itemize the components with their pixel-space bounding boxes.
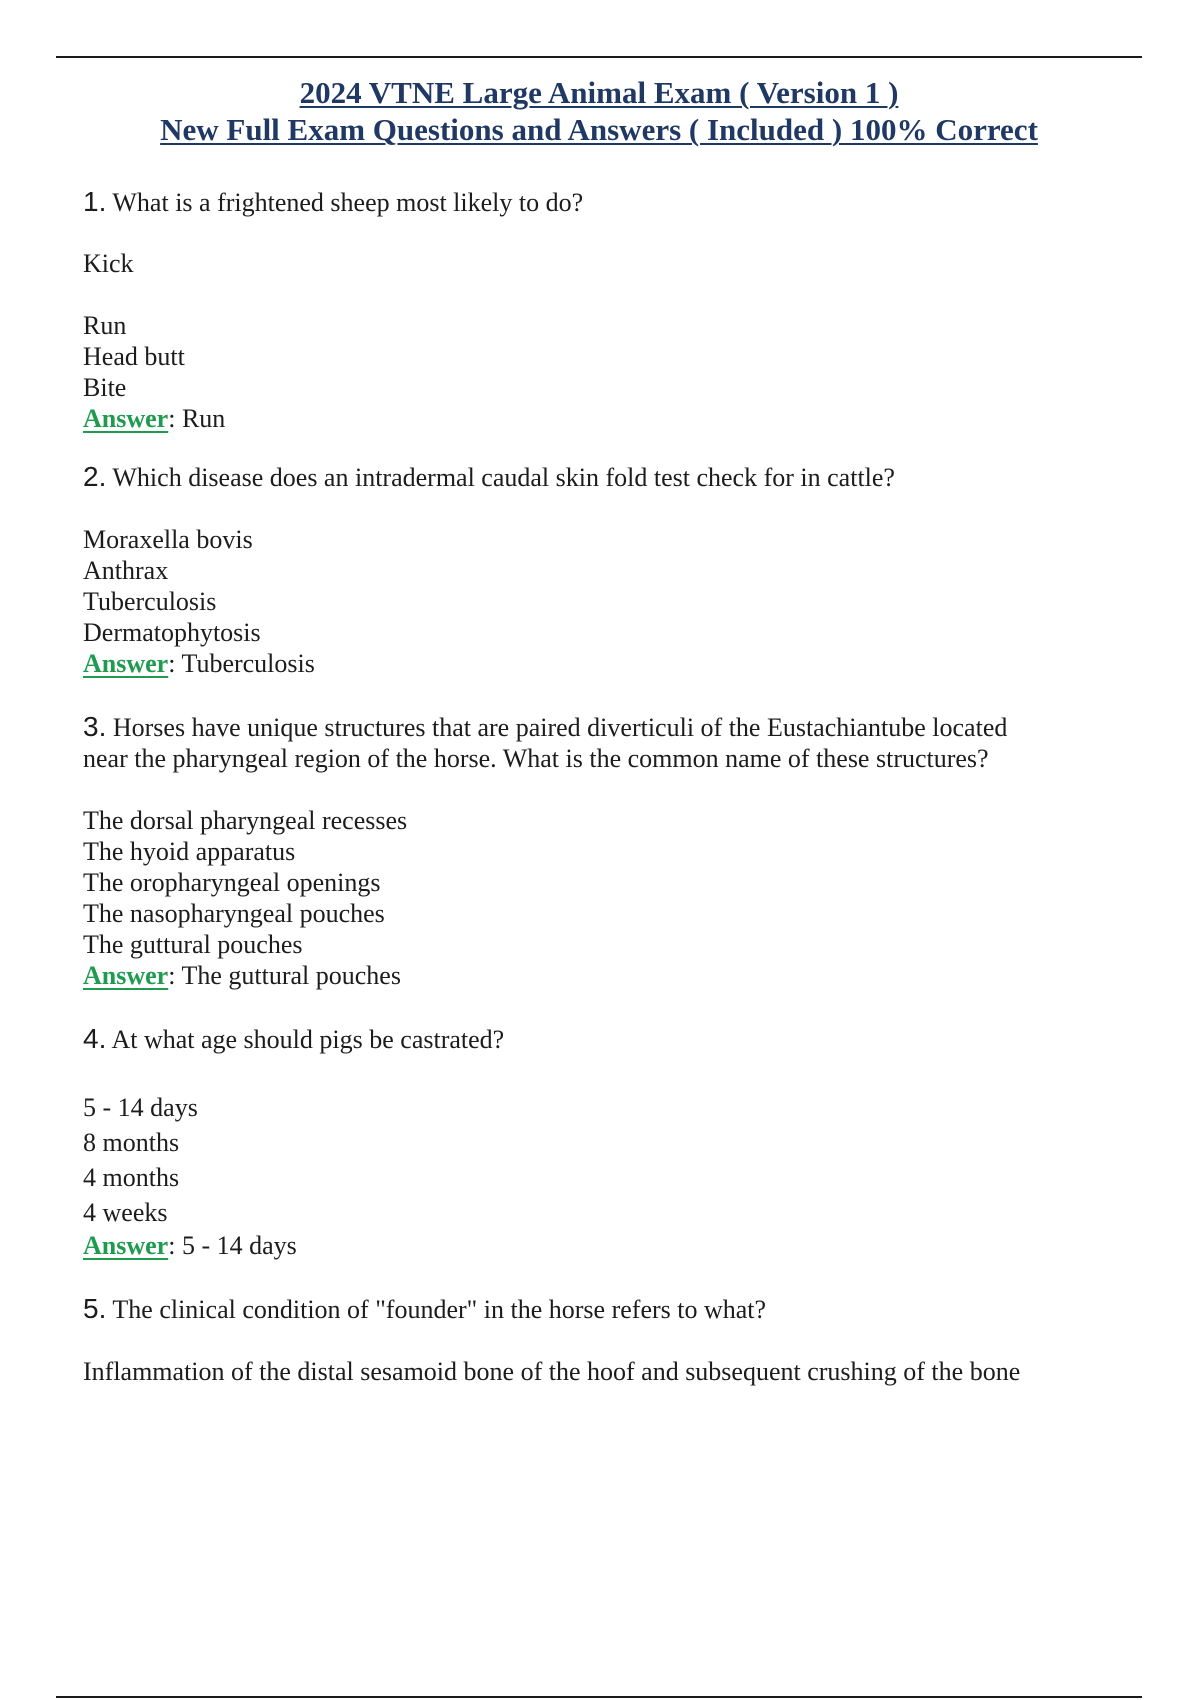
option-item: Run xyxy=(83,311,127,340)
option-item: Head butt xyxy=(83,342,185,371)
question-number: 4. xyxy=(83,1023,107,1054)
option-list xyxy=(83,1090,1053,1230)
option-item: Kick xyxy=(83,249,134,278)
answer-line xyxy=(83,648,1053,679)
option-item: Moraxella bovis xyxy=(83,525,253,554)
answer-value: : 5 - 14 days xyxy=(168,1231,297,1260)
question-block-4 xyxy=(83,1023,1053,1261)
option-item: Inflammation of the distal sesamoid bone of the hoof and subsequent crushing of the bone xyxy=(83,1357,1021,1386)
option-list xyxy=(83,524,1053,648)
option-item: The oropharyngeal openings xyxy=(83,868,381,897)
title-line-2: New Full Exam Questions and Answers ( Included ) 100% Correct xyxy=(160,112,1038,147)
question-prompt: Which disease does an intradermal caudal skin fold test check for in cattle? xyxy=(112,463,895,492)
question-text xyxy=(83,1023,1053,1055)
question-block-3 xyxy=(83,711,1053,991)
question-number: 1. xyxy=(83,186,107,217)
question-number: 5. xyxy=(83,1293,107,1324)
answer-label: Answer xyxy=(83,1231,169,1260)
option-item: The guttural pouches xyxy=(83,930,303,959)
answer-label: Answer xyxy=(83,404,169,433)
option-item: 8 months xyxy=(83,1128,180,1157)
question-block-2 xyxy=(83,461,1053,679)
question-prompt: At what age should pigs be castrated? xyxy=(111,1025,505,1054)
answer-value: : Tuberculosis xyxy=(168,649,315,678)
question-block-1 xyxy=(83,186,1053,434)
answer-value: : Run xyxy=(168,404,226,433)
option-item: Dermatophytosis xyxy=(83,618,261,647)
question-text xyxy=(83,1293,1053,1325)
answer-label: Answer xyxy=(83,649,169,678)
option-item: Anthrax xyxy=(83,556,169,585)
option-item: Bite xyxy=(83,373,127,402)
answer-label: Answer xyxy=(83,961,169,990)
question-text xyxy=(83,186,1053,218)
document-title xyxy=(56,74,1142,148)
answer-value: : The guttural pouches xyxy=(168,961,401,990)
option-item: The dorsal pharyngeal recesses xyxy=(83,806,408,835)
question-number: 3. xyxy=(83,711,107,742)
option-item: The hyoid apparatus xyxy=(83,837,296,866)
top-rule xyxy=(56,56,1142,58)
option-item: 4 weeks xyxy=(83,1198,168,1227)
option-list xyxy=(83,1356,1053,1387)
question-number: 2. xyxy=(83,461,107,492)
question-text xyxy=(83,461,1053,493)
title-line-1: 2024 VTNE Large Animal Exam ( Version 1 ) xyxy=(299,75,899,110)
bottom-rule xyxy=(56,1696,1142,1698)
option-item: Tuberculosis xyxy=(83,587,217,616)
answer-line xyxy=(83,403,1053,434)
answer-line xyxy=(83,960,1053,991)
question-text xyxy=(83,711,1053,774)
option-list xyxy=(83,805,1053,960)
question-prompt: Horses have unique structures that are paired diverticuli of the Eustachiantube located near the pharyngeal region of the horse. What is the common name of these structures? xyxy=(83,713,1008,773)
option-list xyxy=(83,248,1053,403)
questions-list xyxy=(83,186,1053,1387)
question-prompt: What is a frightened sheep most likely to do? xyxy=(112,188,584,217)
option-item: 5 - 14 days xyxy=(83,1093,198,1122)
answer-line xyxy=(83,1230,1053,1261)
question-block-5 xyxy=(83,1293,1053,1387)
option-item: 4 months xyxy=(83,1163,180,1192)
question-prompt: The clinical condition of "founder" in the horse refers to what? xyxy=(112,1295,767,1324)
option-item: The nasopharyngeal pouches xyxy=(83,899,385,928)
